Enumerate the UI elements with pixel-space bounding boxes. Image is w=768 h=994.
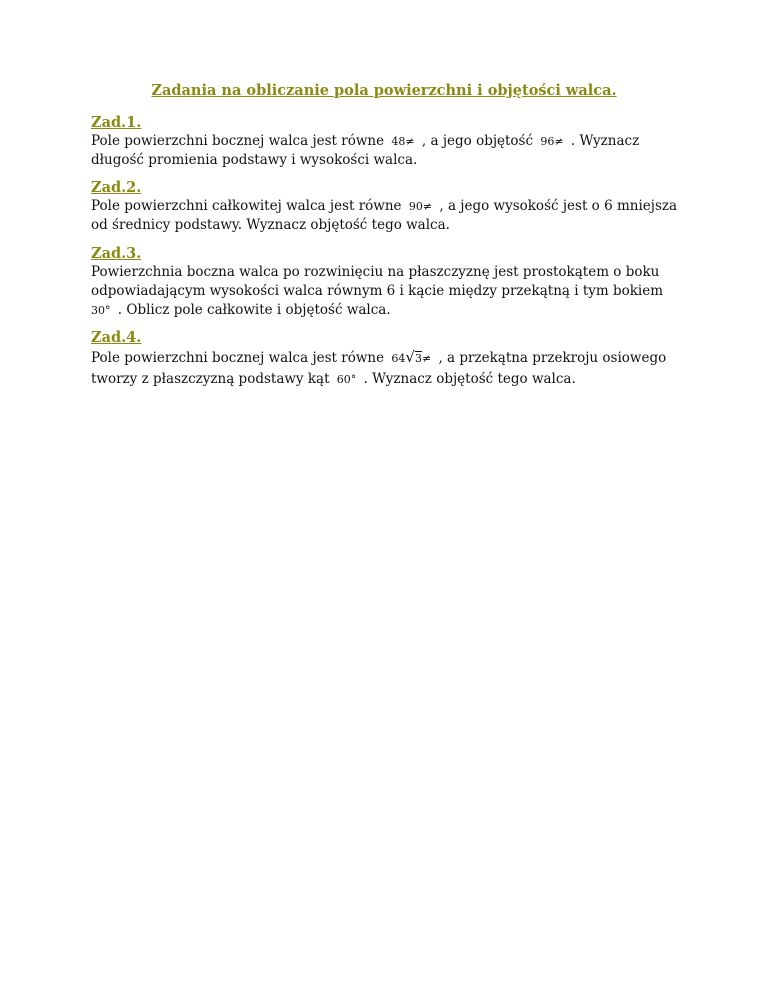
document-title: Zadania na obliczanie pola powierzchni i objętości walca. (151, 82, 617, 99)
task-4-text-part: , a przekątna przekroju osiowego (438, 350, 667, 366)
task-2-heading: Zad.2. (91, 179, 142, 196)
task-1 (91, 114, 691, 170)
task-1-text-part: . Wyznacz (570, 133, 640, 149)
task-3-text-part: odpowiadającym wysokości walca równym 6 i kącie między przekątną i tym bokiem (91, 283, 664, 299)
task-1-text-part: Pole powierzchni bocznej walca jest równe (91, 133, 385, 149)
math-symbol: ≠ (421, 352, 432, 365)
task-1-math-lateral-area: 48≠ (391, 135, 415, 148)
task-4-math-lateral-area (388, 348, 434, 366)
task-4-math-angle: 60° (336, 373, 357, 386)
task-1-heading: Zad.1. (91, 114, 142, 131)
task-2-math-total-area: 90≠ (408, 200, 433, 213)
task-1-text-part: , a jego objętość (421, 133, 534, 149)
task-3-math-angle: 30° (91, 304, 111, 317)
task-3 (91, 245, 691, 320)
task-4-text-part: . Wyznacz objętość tego walca. (363, 371, 576, 387)
task-2-text-part: od średnicy podstawy. Wyznacz objętość tego walca. (91, 217, 450, 233)
task-1-math-volume: 96≠ (540, 135, 564, 148)
task-1-text-part: długość promienia podstawy i wysokości walca. (91, 152, 418, 168)
task-4-heading: Zad.4. (91, 329, 142, 346)
sqrt-argument: 3 (414, 352, 422, 365)
task-4 (91, 329, 691, 390)
task-2 (91, 179, 691, 235)
task-2-text-part: , a jego wysokość jest o 6 mniejsza (439, 198, 678, 214)
task-3-heading: Zad.3. (91, 245, 142, 262)
sqrt-symbol: √ (405, 348, 415, 366)
task-2-text-part: Pole powierzchni całkowitej walca jest równe (91, 198, 402, 214)
math-coefficient: 64 (391, 352, 406, 365)
task-2-text (91, 197, 691, 235)
task-4-text-part: tworzy z płaszczyzną podstawy kąt (91, 371, 330, 387)
task-4-text (91, 347, 691, 390)
task-3-text (91, 263, 691, 320)
task-3-text-part: . Oblicz pole całkowite i objętość walca. (117, 302, 391, 318)
task-4-text-part: Pole powierzchni bocznej walca jest równe (91, 350, 385, 366)
task-1-text (91, 132, 691, 170)
task-3-text-part: Powierzchnia boczna walca po rozwinięciu na płaszczyznę jest prostokątem o boku (91, 264, 660, 280)
